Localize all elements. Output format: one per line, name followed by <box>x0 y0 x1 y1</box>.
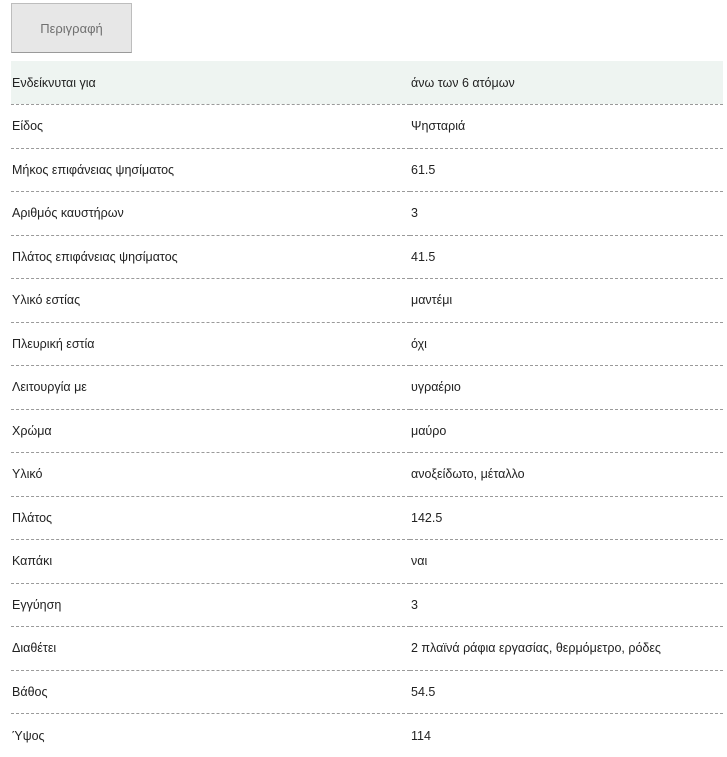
spec-value: Ψησταριά <box>410 105 723 149</box>
spec-label: Πλευρική εστία <box>11 322 410 366</box>
spec-label: Βάθος <box>11 670 410 714</box>
spec-row <box>11 322 723 366</box>
tab-description[interactable]: Περιγραφή <box>11 3 132 53</box>
spec-row <box>11 714 723 757</box>
spec-label: Είδος <box>11 105 410 149</box>
spec-row <box>11 235 723 279</box>
spec-value: 2 πλαϊνά ράφια εργασίας, θερμόμετρο, ρόδες <box>410 627 723 671</box>
spec-row <box>11 627 723 671</box>
spec-value: ναι <box>410 540 723 584</box>
spec-row <box>11 148 723 192</box>
spec-label: Αριθμός καυστήρων <box>11 192 410 236</box>
tab-bar <box>11 3 132 53</box>
spec-label: Πλάτος επιφάνειας ψησίματος <box>11 235 410 279</box>
spec-label: Καπάκι <box>11 540 410 584</box>
spec-label: Μήκος επιφάνειας ψησίματος <box>11 148 410 192</box>
spec-row <box>11 540 723 584</box>
spec-row <box>11 409 723 453</box>
spec-value: 3 <box>410 192 723 236</box>
spec-value: 142.5 <box>410 496 723 540</box>
spec-value: 54.5 <box>410 670 723 714</box>
spec-value: 114 <box>410 714 723 757</box>
spec-table-body <box>11 61 723 757</box>
spec-value: μαύρο <box>410 409 723 453</box>
spec-value: όχι <box>410 322 723 366</box>
spec-label: Διαθέτει <box>11 627 410 671</box>
spec-label: Ύψος <box>11 714 410 757</box>
spec-row <box>11 366 723 410</box>
spec-table <box>11 61 723 757</box>
spec-row <box>11 583 723 627</box>
spec-label: Πλάτος <box>11 496 410 540</box>
spec-label: Υλικό εστίας <box>11 279 410 323</box>
spec-row <box>11 192 723 236</box>
spec-label: Εγγύηση <box>11 583 410 627</box>
spec-label: Ενδείκνυται για <box>11 61 410 105</box>
spec-label: Υλικό <box>11 453 410 497</box>
spec-value: ανοξείδωτο, μέταλλο <box>410 453 723 497</box>
spec-value: 3 <box>410 583 723 627</box>
spec-row <box>11 279 723 323</box>
spec-value: μαντέμι <box>410 279 723 323</box>
spec-row <box>11 453 723 497</box>
spec-label: Χρώμα <box>11 409 410 453</box>
spec-value: υγραέριο <box>410 366 723 410</box>
spec-row <box>11 670 723 714</box>
spec-value: άνω των 6 ατόμων <box>410 61 723 105</box>
spec-row <box>11 496 723 540</box>
spec-row <box>11 61 723 105</box>
spec-row <box>11 105 723 149</box>
spec-value: 41.5 <box>410 235 723 279</box>
spec-label: Λειτουργία με <box>11 366 410 410</box>
spec-value: 61.5 <box>410 148 723 192</box>
